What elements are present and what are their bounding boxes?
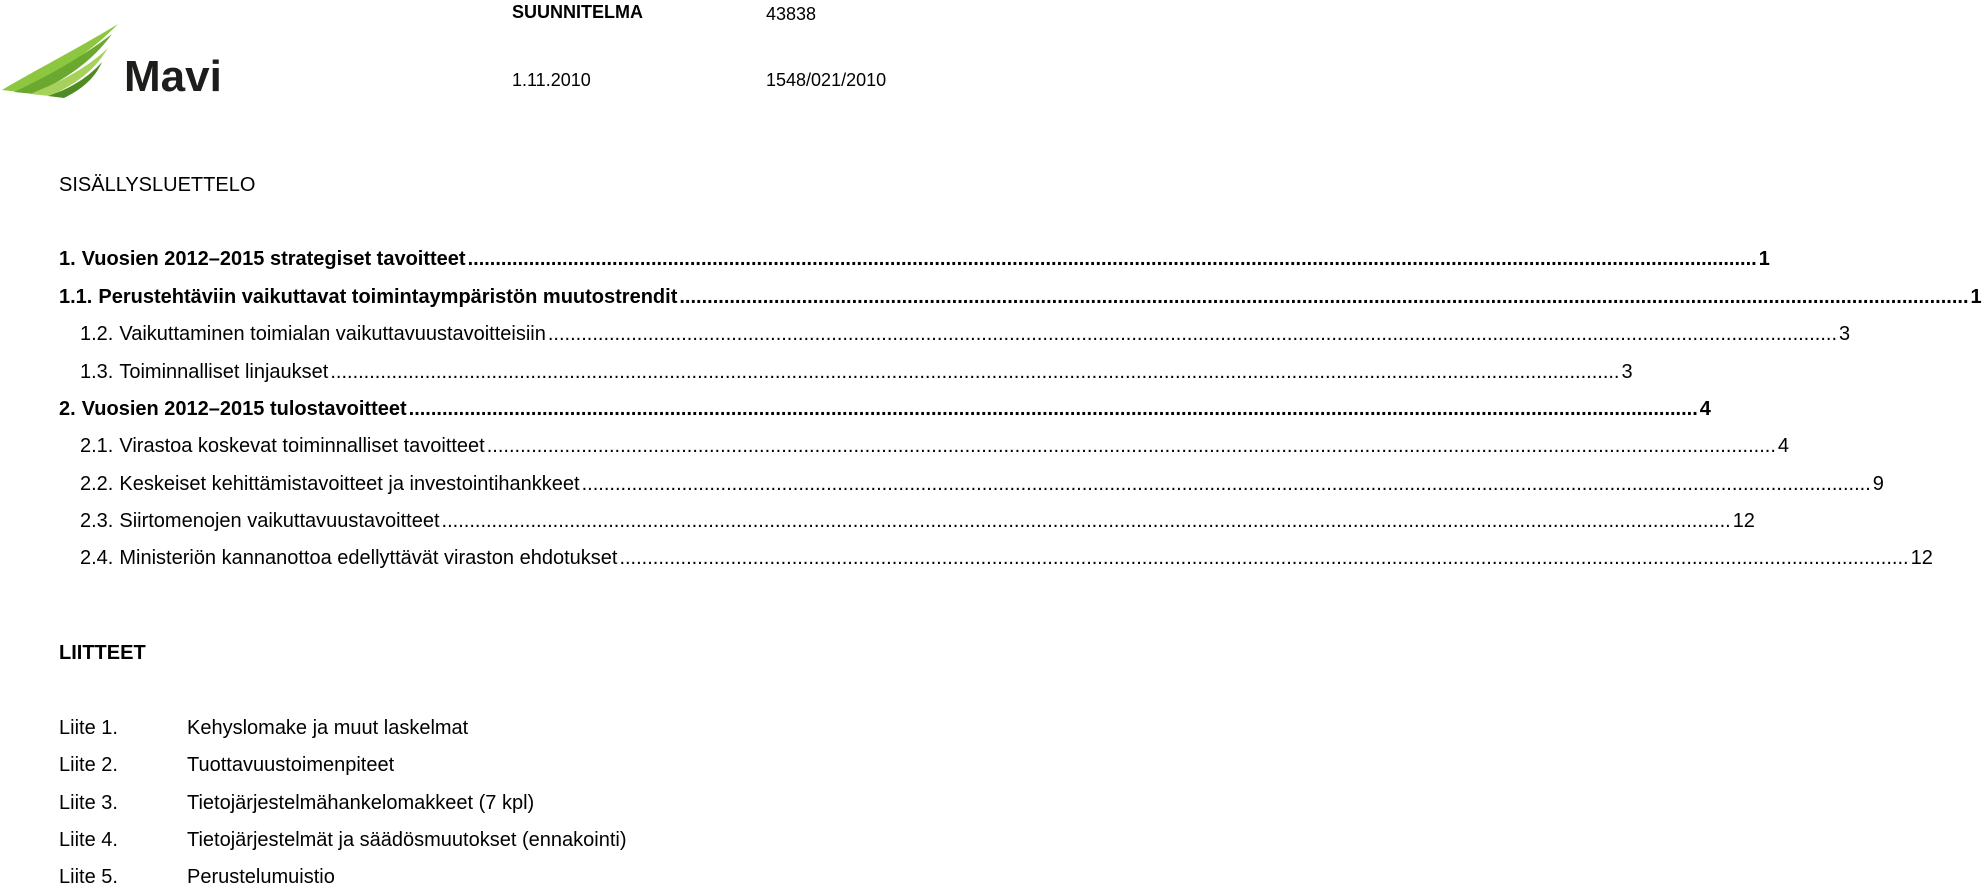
toc-entry-title: Vuosien 2012–2015 tulostavoitteet [81, 398, 407, 420]
attachment-id: Liite 3. [59, 792, 118, 814]
toc-leader-dots [442, 510, 1731, 533]
toc-entry-title: Vaikuttaminen toimialan vaikuttavuustavoitteisiin [119, 323, 546, 345]
attachment-id: Liite 4. [59, 829, 118, 851]
toc-entry-page: 9 [1872, 473, 1884, 495]
toc-entry[interactable] [80, 323, 1851, 347]
toc-entry-title: Siirtomenojen vaikuttavuustavoitteet [119, 510, 440, 532]
toc-entry-number: 2.2. [80, 473, 114, 495]
attachment-id: Liite 2. [59, 754, 118, 776]
toc-leader-dots [468, 248, 1757, 271]
toc-entry-title: Toiminnalliset linjaukset [119, 361, 329, 383]
toc-entry-page: 4 [1699, 398, 1711, 420]
document-date: 1.11.2010 [512, 70, 591, 90]
toc-leader-dots [330, 361, 1619, 384]
toc-entry-title: Perustehtäviin vaikuttavat toimintaympäristön muutostrendit [98, 286, 678, 308]
toc-entry-page: 1 [1970, 286, 1982, 308]
toc-entry-number: 2.3. [80, 510, 114, 532]
document-number: 43838 [766, 4, 817, 24]
toc-entry[interactable] [80, 510, 1755, 534]
toc-entry-page: 3 [1839, 323, 1851, 345]
toc-entry-number: 1.3. [80, 361, 114, 383]
toc-leader-dots [619, 547, 1908, 570]
toc-entry-title: Vuosien 2012–2015 strategiset tavoitteet [81, 248, 466, 270]
toc-entry-title: Keskeiset kehittämistavoitteet ja investointihankkeet [119, 473, 580, 495]
toc-entry-title: Ministeriön kannanottoa edellyttävät viraston ehdotukset [119, 547, 618, 569]
attachment-description: Tietojärjestelmät ja säädösmuutokset (ennakointi) [187, 829, 627, 851]
attachment-description: Tietojärjestelmähankelomakkeet (7 kpl) [187, 792, 535, 814]
attachment-description: Tuottavuustoimenpiteet [187, 754, 395, 776]
toc-entry-number: 2.4. [80, 547, 114, 569]
attachment-id: Liite 1. [59, 717, 118, 739]
attachment-description: Perustelumuistio [187, 866, 335, 888]
toc-title: SISÄLLYSLUETTELO [59, 174, 256, 196]
mavi-logo-text: Mavi [124, 52, 222, 101]
toc-entry[interactable] [59, 248, 1770, 272]
document-type: SUUNNITELMA [512, 2, 643, 22]
toc-entry-title: Virastoa koskevat toiminnalliset tavoitteet [119, 435, 485, 457]
toc-leader-dots [487, 435, 1776, 458]
toc-entry-number: 2. [59, 398, 76, 420]
toc-entry[interactable] [80, 547, 1933, 571]
toc-entry-number: 1. [59, 248, 76, 270]
toc-entry-number: 2.1. [80, 435, 114, 457]
toc-leader-dots [679, 286, 1968, 309]
toc-entry[interactable] [59, 398, 1711, 422]
toc-leader-dots [548, 323, 1837, 346]
toc-entry-page: 12 [1732, 510, 1755, 532]
toc-leader-dots [582, 473, 1871, 496]
toc-entry-page: 12 [1910, 547, 1933, 569]
toc-entry[interactable] [59, 286, 1982, 310]
toc-entry[interactable] [80, 361, 1633, 385]
toc-entry-number: 1.1. [59, 286, 93, 308]
document-reference: 1548/021/2010 [766, 70, 887, 90]
toc-leader-dots [409, 398, 1698, 421]
attachment-id: Liite 5. [59, 866, 118, 888]
toc-entry-page: 4 [1777, 435, 1789, 457]
toc-entry[interactable] [80, 435, 1789, 459]
toc-entry[interactable] [80, 473, 1884, 497]
attachment-description: Kehyslomake ja muut laskelmat [187, 717, 469, 739]
toc-entry-page: 1 [1758, 248, 1770, 270]
attachments-title: LIITTEET [59, 642, 146, 664]
toc-entry-number: 1.2. [80, 323, 114, 345]
toc-entry-page: 3 [1621, 361, 1633, 383]
